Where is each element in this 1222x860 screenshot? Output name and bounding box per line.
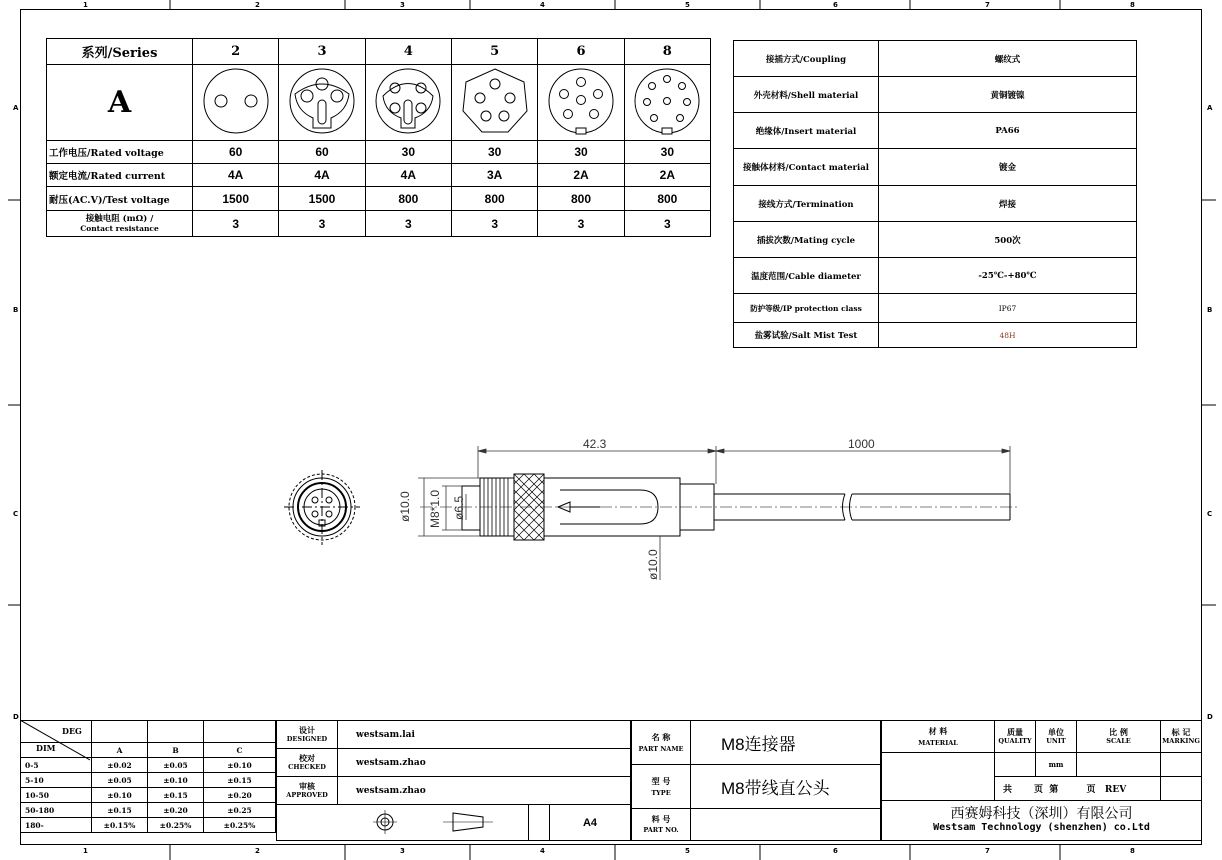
test-voltage-label: 耐压(AC.V)/Test voltage: [47, 187, 193, 211]
part-table: [631, 720, 881, 841]
tolerance-table: [20, 720, 276, 833]
series-code: A: [47, 65, 193, 141]
designed-cn: 设计: [299, 724, 315, 735]
side-view: [420, 474, 1020, 540]
spec-mating-label: 插拔次数/Mating cycle: [734, 222, 879, 258]
test-voltage-6: 800: [538, 187, 624, 211]
tol-3-c: ±0.25: [204, 803, 276, 818]
checked-by: westsam.zhao: [338, 749, 631, 777]
zone-col-2: 2: [255, 1, 260, 9]
checked-en: CHECKED: [288, 762, 326, 771]
spec-contact-label: 接触体材料/Contact material: [734, 149, 879, 186]
company-cn: 西赛姆科技（深圳）有限公司: [950, 805, 1133, 822]
zone-col-5: 5: [685, 1, 690, 9]
rated-current-5: 3A: [452, 164, 538, 187]
rated-voltage-5: 30: [452, 141, 538, 164]
pin-count-5: 5: [452, 39, 538, 65]
material-en: MATERIAL: [918, 738, 958, 747]
contact-resistance-5: 3: [452, 211, 538, 237]
contact-resistance-3: 3: [279, 211, 365, 237]
unit-en: UNIT: [1046, 736, 1066, 745]
checked-cn: 校对: [299, 752, 315, 763]
tol-2-c: ±0.20: [204, 788, 276, 803]
page-no-cn: 第: [1049, 785, 1059, 795]
rated-current-8: 2A: [624, 164, 710, 187]
zone-col-1-bottom: 1: [83, 847, 88, 855]
spec-temperature-label: 温度范围/Cable diameter: [734, 258, 879, 294]
page-pages-cn: 页: [1033, 785, 1043, 795]
zone-col-3-bottom: 3: [400, 847, 405, 855]
dim-d65: ø6.5: [452, 495, 466, 520]
part-name-label: [632, 721, 691, 765]
spec-contact-value: 镀金: [879, 149, 1137, 186]
marking-en: MARKING: [1162, 736, 1200, 745]
rated-voltage-label: 工作电压/Rated voltage: [47, 141, 193, 164]
zone-row-a-right: A: [1207, 104, 1213, 112]
projection-symbol: [277, 805, 529, 841]
signoff-table: [276, 720, 631, 841]
zone-col-6-bottom: 6: [833, 847, 838, 855]
zone-row-b: B: [13, 306, 19, 314]
tol-range-4: 180-: [21, 818, 92, 833]
scale-en: SCALE: [1106, 736, 1131, 745]
quality-cn: 质量: [1007, 726, 1023, 737]
spec-insert-label: 绝缘体/Insert material: [734, 113, 879, 149]
spec-temperature-value: -25℃-+80℃: [879, 258, 1137, 294]
zone-row-b-right: B: [1207, 306, 1213, 314]
zone-row-d-right: D: [1207, 713, 1213, 721]
rated-current-3: 4A: [279, 164, 365, 187]
type-label: [632, 765, 691, 809]
projection-icon: [313, 809, 493, 835]
zone-row-a: A: [13, 104, 19, 112]
part-name-value: M8连接器: [691, 721, 881, 765]
part-name-cn: 名 称: [651, 731, 671, 742]
zone-col-1: 1: [83, 1, 88, 9]
tol-header-c: C: [204, 743, 276, 758]
unit-cn: 单位: [1048, 726, 1064, 737]
material-table: [881, 720, 1202, 841]
rated-voltage-8: 30: [624, 141, 710, 164]
type-value: M8带线直公头: [691, 765, 881, 809]
front-view: [284, 470, 360, 545]
tolerance-dim: DIM: [36, 743, 56, 753]
tol-0-b: ±0.05: [148, 758, 204, 773]
contact-resistance-6: 3: [538, 211, 624, 237]
tol-0-c: ±0.10: [204, 758, 276, 773]
part-no-en: PART NO.: [643, 825, 679, 834]
tol-2-a: ±0.10: [92, 788, 148, 803]
tol-3-a: ±0.15: [92, 803, 148, 818]
test-voltage-4: 800: [365, 187, 451, 211]
checked-label: [277, 749, 338, 777]
tol-1-a: ±0.05: [92, 773, 148, 788]
page-page-cn: 页: [1086, 785, 1096, 795]
quality-label: [995, 721, 1036, 753]
part-no-cn: 料 号: [651, 813, 671, 824]
dim-length: 42.3: [583, 437, 607, 451]
dim-cable: 1000: [848, 437, 875, 451]
tol-range-3: 50-180: [21, 803, 92, 818]
unit-value: mm: [1036, 753, 1077, 777]
type-cn: 型 号: [651, 775, 671, 786]
unit-label: [1036, 721, 1077, 753]
approved-by: westsam.zhao: [338, 777, 631, 805]
tol-0-a: ±0.02: [92, 758, 148, 773]
spec-ip-label: 防护等级/IP protection class: [734, 294, 879, 323]
company-block: [882, 801, 1202, 841]
designed-label: [277, 721, 338, 749]
tol-1-c: ±0.15: [204, 773, 276, 788]
zone-col-6: 6: [833, 1, 838, 9]
type-en: TYPE: [651, 788, 671, 797]
pin-count-6: 6: [538, 39, 624, 65]
rated-current-label: 额定电流/Rated current: [47, 164, 193, 187]
page-total-cn: 共: [1003, 785, 1013, 795]
zone-col-7-bottom: 7: [985, 847, 990, 855]
tol-range-2: 10-50: [21, 788, 92, 803]
spec-termination-value: 焊接: [879, 186, 1137, 222]
scale-cn: 比 例: [1109, 726, 1128, 737]
spec-coupling-value: 螺纹式: [879, 41, 1137, 77]
material-label: [882, 721, 995, 753]
rated-current-6: 2A: [538, 164, 624, 187]
contact-resistance-2: 3: [193, 211, 279, 237]
rated-voltage-4: 30: [365, 141, 451, 164]
rated-voltage-2: 60: [193, 141, 279, 164]
part-no-value: [691, 809, 881, 841]
material-cn: 材 料: [928, 725, 948, 736]
page-count: [995, 777, 1161, 801]
scale-label: [1077, 721, 1161, 753]
rev-label: REV: [1104, 785, 1127, 795]
zone-col-8-bottom: 8: [1130, 847, 1135, 855]
tol-3-b: ±0.20: [148, 803, 204, 818]
pin-count-3: 3: [279, 39, 365, 65]
zone-col-2-bottom: 2: [255, 847, 260, 855]
spec-shell-label: 外壳材料/Shell material: [734, 77, 879, 113]
zone-col-4: 4: [540, 1, 545, 9]
part-no-label: [632, 809, 691, 841]
rated-voltage-6: 30: [538, 141, 624, 164]
spec-coupling-label: 接插方式/Coupling: [734, 41, 879, 77]
zone-col-3: 3: [400, 1, 405, 9]
test-voltage-8: 800: [624, 187, 710, 211]
spec-shell-value: 黄铜镀镍: [879, 77, 1137, 113]
tol-range-1: 5-10: [21, 773, 92, 788]
tol-4-c: ±0.25%: [204, 818, 276, 833]
spec-salt-label: 盐雾试验/Salt Mist Test: [734, 323, 879, 348]
zone-col-7: 7: [985, 1, 990, 9]
sheet-size: A4: [550, 805, 631, 841]
dim-thread: M8*1.0: [428, 489, 442, 528]
rated-current-4: 4A: [365, 164, 451, 187]
spec-salt-value: 48H: [879, 323, 1137, 348]
rated-current-2: 4A: [193, 164, 279, 187]
tol-range-0: 0-5: [21, 758, 92, 773]
pin-count-4: 4: [365, 39, 451, 65]
tol-header-b: B: [148, 743, 204, 758]
part-name-en: PART NAME: [638, 744, 684, 753]
pin-count-2: 2: [193, 39, 279, 65]
zone-row-d: D: [13, 713, 19, 721]
company-en: Westsam Technology (shenzhen) co.Ltd: [933, 821, 1150, 833]
spec-termination-label: 接线方式/Termination: [734, 186, 879, 222]
zone-col-5-bottom: 5: [685, 847, 690, 855]
approved-cn: 审核: [299, 780, 315, 791]
marking-label: [1161, 721, 1202, 753]
zone-col-4-bottom: 4: [540, 847, 545, 855]
zone-col-8: 8: [1130, 1, 1135, 9]
tol-header-a: A: [92, 743, 148, 758]
tol-1-b: ±0.10: [148, 773, 204, 788]
dim-d10-bottom: ø10.0: [646, 549, 660, 580]
approved-en: APPROVED: [286, 790, 328, 799]
designed-by: westsam.lai: [338, 721, 631, 749]
tolerance-deg: DEG: [62, 726, 82, 736]
test-voltage-5: 800: [452, 187, 538, 211]
contact-resistance-label-cn: 接触电阻 (mΩ) /: [85, 213, 154, 224]
zone-row-c: C: [13, 510, 19, 518]
contact-resistance-8: 3: [624, 211, 710, 237]
quality-en: QUALITY: [998, 736, 1032, 745]
series-label: 系列/Series: [47, 39, 193, 65]
contact-resistance-4: 3: [365, 211, 451, 237]
marking-cn: 标 记: [1171, 726, 1191, 737]
rated-voltage-3: 60: [279, 141, 365, 164]
dim-d10-left: ø10.0: [398, 491, 412, 522]
spec-mating-value: 500次: [879, 222, 1137, 258]
tol-4-a: ±0.15%: [92, 818, 148, 833]
tol-4-b: ±0.25%: [148, 818, 204, 833]
spec-insert-value: PA66: [879, 113, 1137, 149]
contact-resistance-label-en: Contact resistance: [80, 223, 159, 233]
approved-label: [277, 777, 338, 805]
test-voltage-3: 1500: [279, 187, 365, 211]
pin-count-8: 8: [624, 39, 710, 65]
designed-en: DESIGNED: [286, 734, 328, 743]
spec-ip-value: IP67: [879, 294, 1137, 323]
tol-2-b: ±0.15: [148, 788, 204, 803]
test-voltage-2: 1500: [193, 187, 279, 211]
zone-row-c-right: C: [1207, 510, 1213, 518]
